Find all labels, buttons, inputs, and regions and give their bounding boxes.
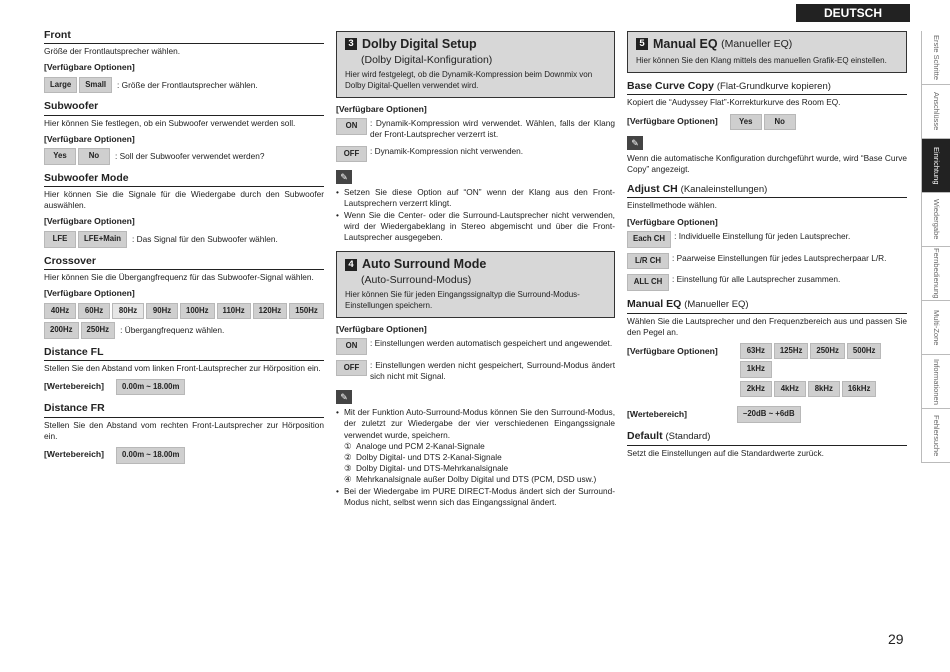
signal-list: [344, 441, 615, 486]
box-subtitle: (Auto-Surround-Modus): [361, 273, 472, 286]
option-off-row: [336, 146, 615, 163]
option-4khz: 4kHz: [774, 381, 806, 398]
options-row: [627, 114, 907, 131]
tip-text: Wenn die automatische Konfiguration durchgeführt wurde, wird “Base Curve Copy” angezeigt.: [627, 153, 907, 175]
option-120hz: 120Hz: [253, 303, 288, 320]
option-60hz: 60Hz: [78, 303, 110, 320]
options-block: [627, 343, 907, 401]
tab-erste-schritte[interactable]: Erste Schritte: [921, 31, 950, 85]
option-small: Small: [79, 77, 112, 94]
section-title: Subwoofer: [44, 99, 324, 115]
option-row: [627, 231, 907, 248]
option-yes: Yes: [730, 114, 762, 131]
option-63hz: 63Hz: [740, 343, 772, 360]
middle-column: [336, 31, 615, 508]
option-off: OFF: [336, 360, 367, 377]
tab-fernbedienung[interactable]: Fernbedienung: [921, 247, 950, 301]
section-subwoofer-mode: [44, 171, 324, 248]
wrench-icon: ✎: [336, 170, 352, 184]
options-row: [740, 343, 907, 378]
option-no: No: [764, 114, 796, 131]
section-manual-eq: [627, 297, 907, 423]
option-off-text: : Dynamik-Kompression nicht verwenden.: [370, 145, 524, 156]
section-description: Größe der Frontlautsprecher wählen.: [44, 46, 181, 57]
option-note: : Größe der Frontlautsprecher wählen.: [117, 79, 258, 90]
tips-list: [336, 187, 615, 243]
tip-item: • Setzen Sie diese Option auf “ON” wenn der Klang aus den Front-Lautsprechern verzerrt klingt.: [336, 187, 615, 209]
list-item: ④ Mehrkanalsignale außer Dolby Digital und DTS (PCM, DSD usw.): [344, 474, 597, 485]
left-column: [44, 28, 324, 470]
auto-surround-mode-box: [336, 251, 615, 318]
tab-fehlersuche[interactable]: Fehlersuche: [921, 409, 950, 463]
section-number: 5: [636, 38, 648, 50]
options-row: [44, 231, 324, 248]
options-label: [Verfügbare Optionen]: [44, 62, 135, 73]
dolby-digital-setup-box: [336, 31, 615, 98]
box-subtitle: (Dolby Digital-Konfiguration): [361, 53, 493, 66]
option-100hz: 100Hz: [180, 303, 215, 320]
range-label: [Wertebereich]: [44, 449, 105, 460]
option-each-ch: Each CH: [627, 231, 671, 248]
section-title: Crossover: [44, 254, 324, 270]
option-150hz: 150Hz: [289, 303, 324, 320]
options-label: [Verfügbare Optionen]: [44, 133, 135, 144]
section-description: Hier können Sie die Übergangfrequenz für das Subwoofer-Signal wählen.: [44, 271, 314, 282]
section-description: Setzt die Einstellungen auf die Standardwerte zurück.: [627, 447, 824, 458]
language-badge: DEUTSCH: [796, 4, 910, 22]
option-lr-ch: L/R CH: [627, 253, 669, 270]
option-text: : Einstellung für alle Lautsprecher zusammen.: [672, 274, 841, 285]
section-number: 3: [345, 38, 357, 50]
section-title: Front: [44, 28, 324, 44]
option-on: ON: [336, 118, 367, 135]
option-large: Large: [44, 77, 77, 94]
options-row: [44, 303, 324, 320]
options-row: [740, 381, 907, 398]
list-item: ① Analoge und PCM 2-Kanal-Signale: [344, 440, 485, 451]
option-note: : Das Signal für den Subwoofer wählen.: [132, 233, 278, 244]
option-8khz: 8kHz: [808, 381, 840, 398]
section-title: Distance FR: [44, 401, 324, 417]
box-title: Auto Surround Mode: [362, 257, 487, 272]
range-row: [627, 406, 907, 423]
option-no: No: [78, 148, 110, 165]
option-40hz: 40Hz: [44, 303, 76, 320]
option-off: OFF: [336, 146, 367, 163]
section-title: Default (Standard): [627, 429, 907, 446]
chapter-tabs: [921, 31, 950, 463]
option-on-text: : Einstellungen werden automatisch gespeichert und angewendet.: [370, 338, 613, 349]
range-label: [Wertebereich]: [44, 381, 105, 392]
section-title: Adjust CH (Kanaleinstellungen): [627, 182, 907, 199]
tip-item: • Wenn Sie die Center- oder die Surround-Lautsprecher nicht verwenden, wird der Wiedergabeklang in Stereo abgemischt und über die Front-Lautsprecher ausgegeben.: [336, 210, 615, 244]
option-110hz: 110Hz: [217, 303, 251, 320]
section-title: Subwoofer Mode: [44, 171, 324, 187]
section-description: Stellen Sie den Abstand vom linken Front-Lautsprecher zur Hörposition ein.: [44, 362, 321, 373]
options-label: [Verfügbare Optionen]: [627, 345, 718, 356]
option-90hz: 90Hz: [146, 303, 178, 320]
option-16khz: 16kHz: [842, 381, 877, 398]
box-description: Hier wird festgelegt, ob die Dynamik-Kompression beim Downmix von Dolby Digital-Quellen verwendet wird.: [345, 70, 593, 90]
options-label: [Verfügbare Optionen]: [627, 216, 718, 227]
section-distance-fl: [44, 345, 324, 396]
list-item: ③ Dolby Digital- und DTS-Mehrkanalsignale: [344, 463, 509, 474]
range-label: [Wertebereich]: [627, 408, 688, 419]
box-title: Dolby Digital Setup: [362, 37, 477, 51]
section-crossover: [44, 254, 324, 339]
option-lfe-main: LFE+Main: [78, 231, 127, 248]
section-description: Hier können Sie die Signale für die Wiedergabe durch den Subwoofer auswählen.: [44, 189, 324, 211]
tab-wiedergabe[interactable]: Wiedergabe: [921, 193, 950, 247]
options-grid: [740, 343, 907, 401]
wrench-icon: ✎: [627, 136, 643, 150]
option-row: [627, 274, 907, 291]
section-description: Hier können Sie festlegen, ob ein Subwoofer verwendet werden soll.: [44, 117, 296, 128]
box-subtitle: (Manueller EQ): [721, 38, 793, 51]
range-value: 0.00m ~ 18.00m: [116, 379, 185, 396]
section-front: [44, 28, 324, 93]
tab-multi-zone[interactable]: Multi-Zone: [921, 301, 950, 355]
section-description: Einstellmethode wählen.: [627, 200, 717, 211]
option-125hz: 125Hz: [774, 343, 809, 360]
option-text: : Paarweise Einstellungen für jedes Lautsprecherpaar L/R.: [672, 252, 887, 263]
section-number: 4: [345, 259, 357, 271]
section-title: Base Curve Copy (Flat-Grundkurve kopieren): [627, 79, 907, 96]
tab-informationen[interactable]: Informationen: [921, 355, 950, 409]
option-note: : Übergangfrequenz wählen.: [120, 324, 225, 335]
option-200hz: 200Hz: [44, 322, 79, 339]
section-subwoofer: [44, 99, 324, 164]
option-250hz: 250Hz: [81, 322, 116, 339]
section-adjust-ch: [627, 182, 907, 291]
tip-item: • Mit der Funktion Auto-Surround-Modus können Sie den Surround-Modus, der zuletzt zur Wiedergabe der vier verschiedenen Eingangssignale verwendet wurde, speichern.: [336, 407, 615, 441]
options-label: [Verfügbare Optionen]: [336, 103, 427, 114]
option-yes: Yes: [44, 148, 76, 165]
option-on: ON: [336, 338, 367, 355]
range-value: –20dB ~ +6dB: [737, 406, 801, 423]
tips-list: [336, 486, 615, 508]
section-base-curve-copy: [627, 79, 907, 176]
section-distance-fr: [44, 401, 324, 463]
section-description: Stellen Sie den Abstand vom rechten Front-Lautsprecher zur Hörposition ein.: [44, 419, 324, 441]
box-title: Manual EQ: [653, 37, 718, 51]
options-label: [Verfügbare Optionen]: [627, 116, 718, 127]
section-default: [627, 429, 907, 459]
tab-einrichtung[interactable]: Einrichtung: [921, 139, 950, 193]
options-label: [Verfügbare Optionen]: [44, 287, 135, 298]
option-note: : Soll der Subwoofer verwendet werden?: [115, 151, 265, 162]
option-on-row: [336, 118, 615, 140]
list-item: ② Dolby Digital- und DTS 2-Kanal-Signale: [344, 451, 502, 462]
tip-item: • Bei der Wiedergabe im PURE DIRECT-Modus ändert sich der Surround-Modus nicht, selbst wenn sich das Eingangssignal ändert.: [336, 486, 615, 508]
option-all-ch: ALL CH: [627, 274, 669, 291]
tab-anschluesse[interactable]: Anschlüsse: [921, 85, 950, 139]
options-row: [44, 77, 324, 94]
option-80hz: 80Hz: [112, 303, 144, 320]
tips-list: [336, 407, 615, 441]
option-off-row: [336, 360, 615, 382]
options-row: [44, 148, 324, 165]
box-description: Hier können Sie für jeden Eingangssignaltyp die Surround-Modus-Einstellungen speichern.: [345, 290, 580, 310]
option-lfe: LFE: [44, 231, 76, 248]
options-label: [Verfügbare Optionen]: [44, 216, 135, 227]
option-off-text: : Einstellungen werden nicht gespeichert, Surround-Modus ändert sich nicht mit Signal.: [370, 359, 615, 381]
option-1khz: 1kHz: [740, 361, 772, 378]
page-number: 29: [888, 631, 904, 647]
option-row: [627, 253, 907, 270]
options-row: [44, 322, 324, 339]
option-text: : Individuelle Einstellung für jeden Lautsprecher.: [674, 231, 851, 242]
option-500hz: 500Hz: [847, 343, 882, 360]
option-on-text: : Dynamik-Kompression wird verwendet. Wählen, falls der Klang der Front-Lautsprecher verzerrt ist.: [370, 118, 615, 140]
section-title: Manual EQ (Manueller EQ): [627, 297, 907, 314]
range-row: [44, 379, 324, 396]
range-value: 0.00m ~ 18.00m: [116, 447, 185, 464]
section-title: Distance FL: [44, 345, 324, 361]
box-description: Hier können Sie den Klang mittels des manuellen Grafik-EQ einstellen.: [636, 55, 887, 65]
section-description: Kopiert die “Audyssey Flat”-Korrekturkurve des Room EQ.: [627, 97, 841, 108]
option-250hz: 250Hz: [810, 343, 845, 360]
range-row: [44, 447, 324, 464]
manual-eq-box: [627, 31, 907, 73]
wrench-icon: ✎: [336, 390, 352, 404]
options-label: [Verfügbare Optionen]: [336, 323, 427, 334]
option-2khz: 2kHz: [740, 381, 772, 398]
option-on-row: [336, 338, 615, 355]
section-description: Wählen Sie die Lautsprecher und den Frequenzbereich aus und passen Sie den Pegel an.: [627, 315, 907, 337]
right-column: [627, 31, 907, 465]
